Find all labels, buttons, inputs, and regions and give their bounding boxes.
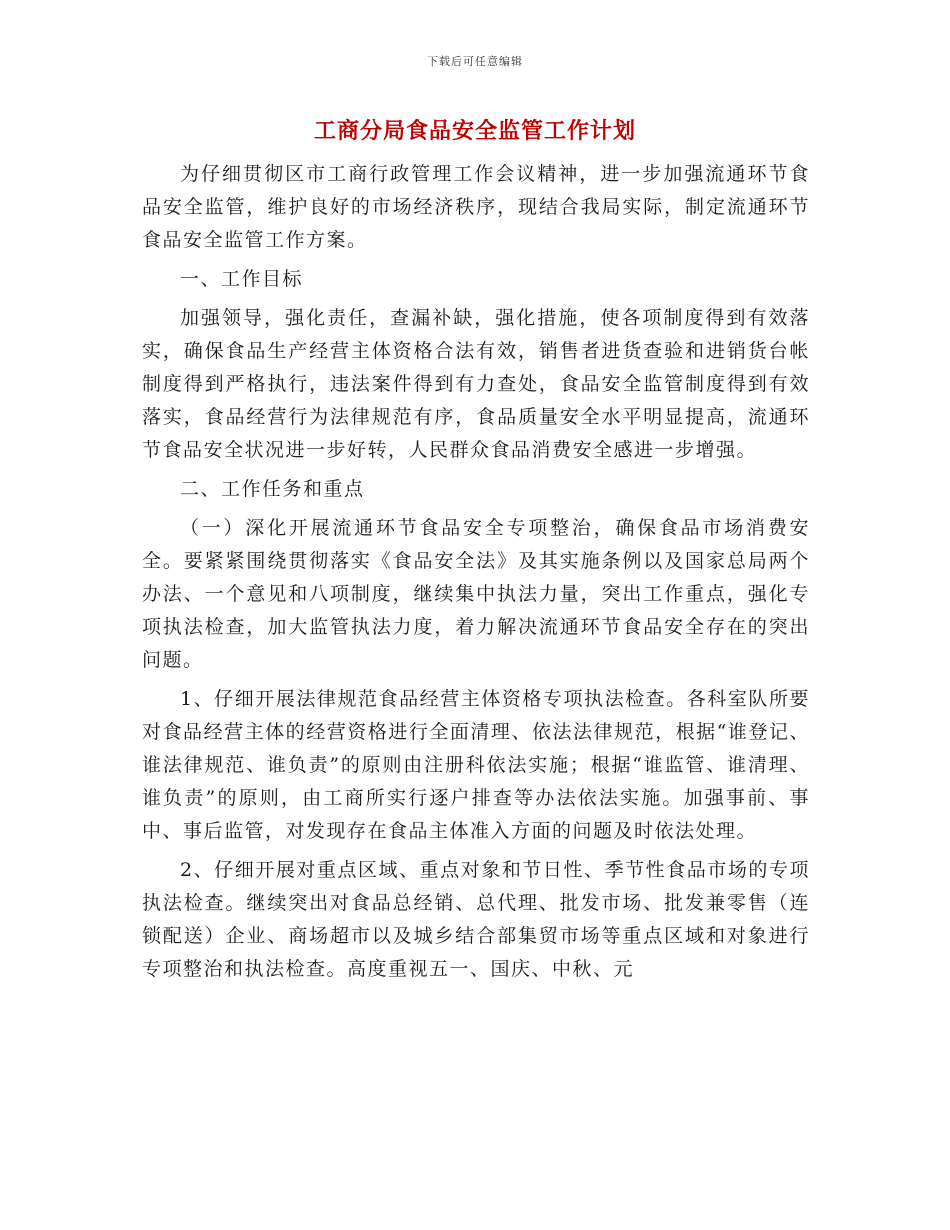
document-body bbox=[142, 158, 810, 986]
paragraph-goals: 加强领导，强化责任，查漏补缺，强化措施，使各项制度得到有效落实，确保食品生产经营主体资格合法有效，销售者进货查验和进销货台帐制度得到严格执行，违法案件得到有力查处，食品安全监管制度得到有效落实，食品经营行为法律规范有序，食品质量安全水平明显提高，流通环节食品安全状况进一步好转，人民群众食品消费安全感进一步增强。 bbox=[142, 307, 810, 461]
section-heading-goals: 一、工作目标 bbox=[180, 268, 304, 290]
paragraph-intro: 为仔细贯彻区市工商行政管理工作会议精神，进一步加强流通环节食品安全监管，维护良好的市场经济秩序，现结合我局实际，制定流通环节食品安全监管工作方案。 bbox=[142, 163, 810, 251]
paragraph-task-1: （一）深化开展流通环节食品安全专项整治，确保食品市场消费安全。要紧紧围绕贯彻落实《食品安全法》及其实施条例以及国家总局两个办法、一个意见和八项制度，继续集中执法力量，突出工作重点，强化专项执法检查，加大监管执法力度，着力解决流通环节食品安全存在的突出问题。 bbox=[142, 517, 810, 671]
paragraph-item-1: 1、仔细开展法律规范食品经营主体资格专项执法检查。各科室队所要对食品经营主体的经营资格进行全面清理、依法法律规范，根据“谁登记、谁法律规范、谁负责”的原则由注册科依法实施；根据“谁监管、谁清理、谁负责”的原则，由工商所实行逐户排查等办法依法实施。加强事前、事中、事后监管，对发现存在食品主体准入方面的问题及时依法处理。 bbox=[142, 688, 810, 842]
document-title: 工商分局食品安全监管工作计划 bbox=[313, 118, 636, 144]
section-heading-tasks: 二、工作任务和重点 bbox=[180, 478, 365, 500]
page-header: 下载后可任意编辑 bbox=[427, 55, 523, 68]
paragraph-item-2: 2、仔细开展对重点区域、重点对象和节日性、季节性食品市场的专项执法检查。继续突出对食品总经销、总代理、批发市场、批发兼零售（连锁配送）企业、商场超市以及城乡结合部集贸市场等重点区域和对象进行专项整治和执法检查。高度重视五一、国庆、中秋、元 bbox=[142, 859, 810, 980]
